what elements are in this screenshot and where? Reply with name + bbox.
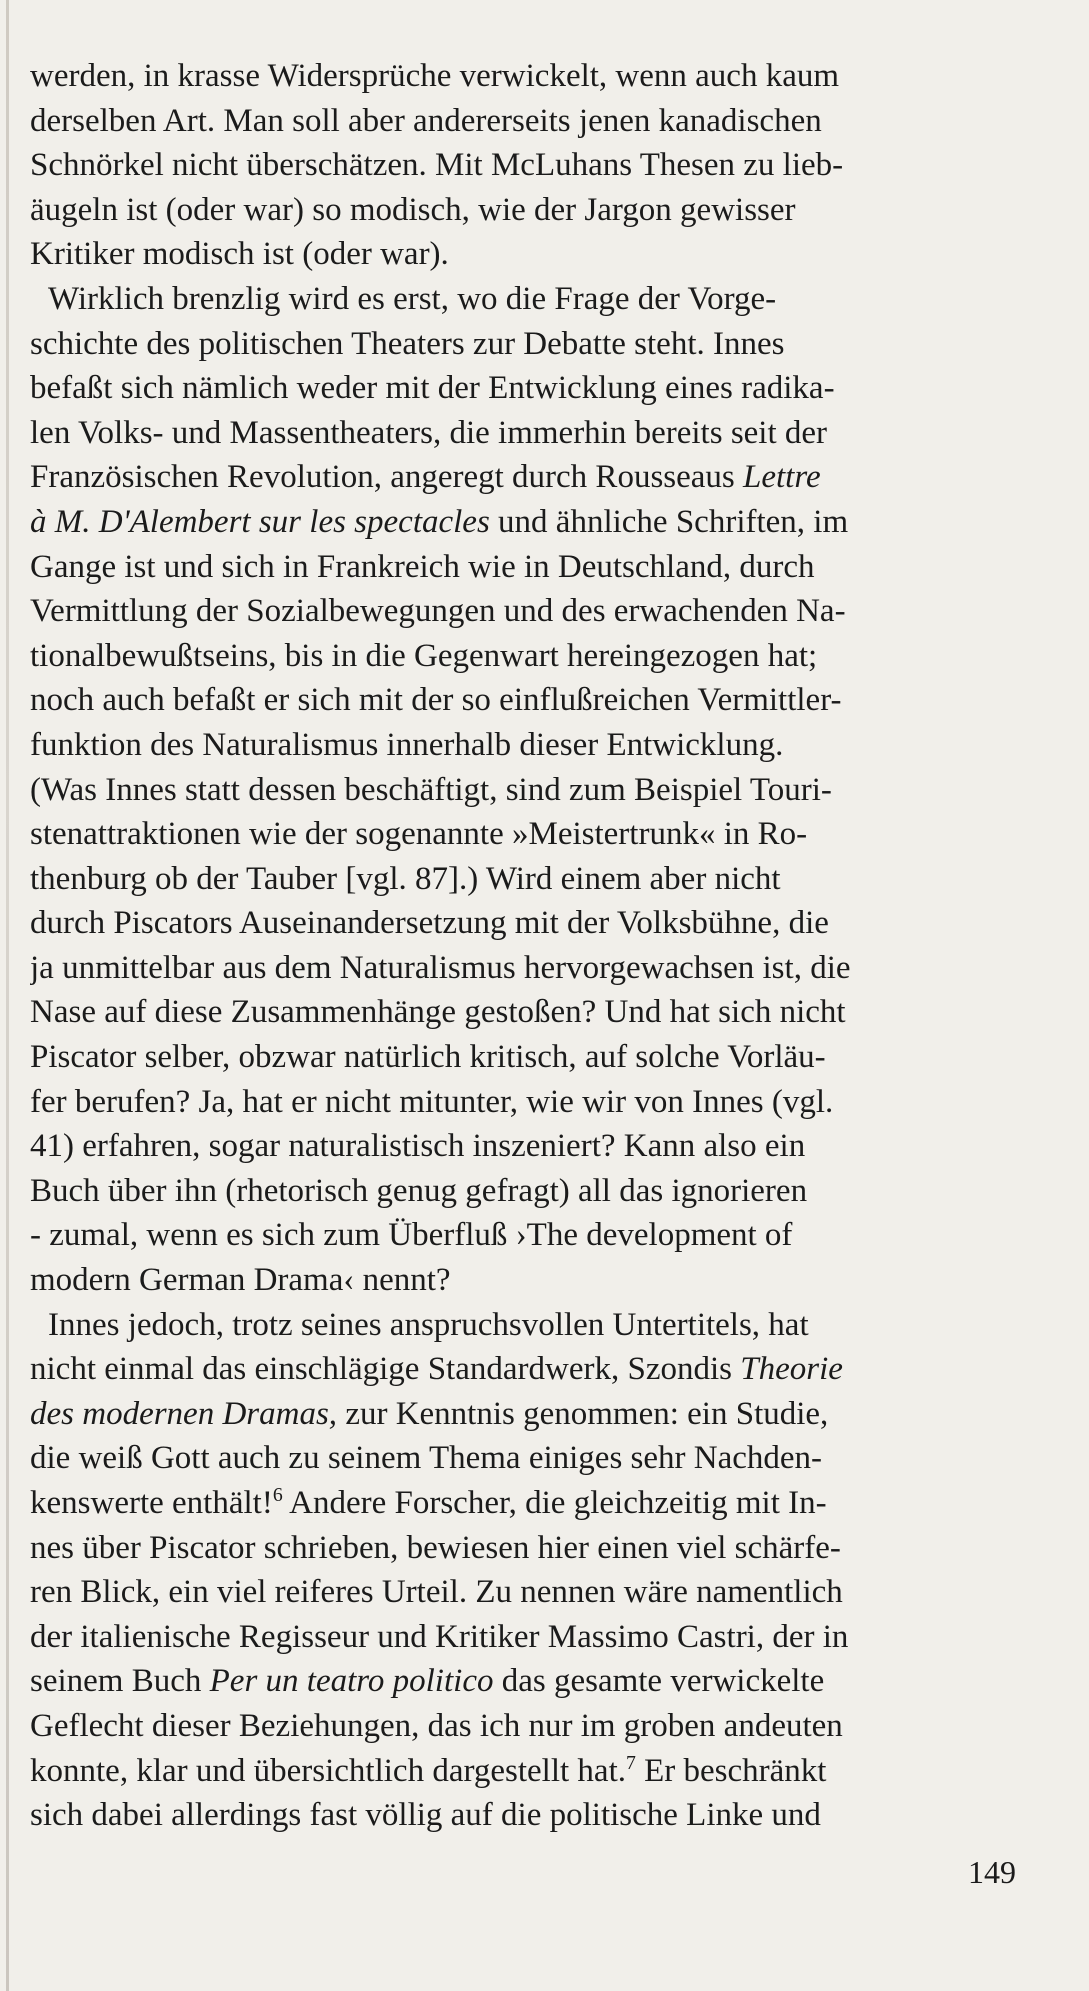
text-line <box>30 1749 1032 1794</box>
text-line <box>30 54 1032 99</box>
line-text: Geflecht dieser Beziehungen, das ich nur im groben andeuten <box>30 1707 843 1744</box>
line-text: Innes jedoch, trotz seines anspruchsvollen Untertitels, hat <box>48 1306 809 1343</box>
text-line <box>30 411 1032 456</box>
text-line <box>30 1169 1032 1214</box>
line-text: noch auch befaßt er sich mit der so einflußreichen Vermittler- <box>30 682 842 719</box>
line-text: ren Blick, ein viel reiferes Urteil. Zu nennen wäre namentlich <box>30 1574 843 1611</box>
text-line <box>30 1303 1032 1348</box>
text-line <box>30 1570 1032 1615</box>
line-text: derselben Art. Man soll aber andererseits jenen kanadischen <box>30 102 822 139</box>
text-line <box>30 990 1032 1035</box>
line-text: 41) erfahren, sogar naturalistisch inszeniert? Kann also ein <box>30 1128 806 1165</box>
text-line <box>30 1035 1032 1080</box>
line-text: kenswerte enthält! <box>30 1485 273 1521</box>
line-text: thenburg ob der Tauber [vgl. 87].) Wird einem aber nicht <box>30 860 781 897</box>
line-text: (Was Innes statt dessen beschäftigt, sind zum Beispiel Touri- <box>30 771 832 808</box>
text-line <box>30 1615 1032 1660</box>
text-line <box>30 277 1032 322</box>
line-text: Wirklich brenzlig wird es erst, wo die Frage der Vorge- <box>48 280 777 317</box>
text-line <box>30 99 1032 144</box>
line-text: nicht einmal das einschlägige Standardwerk, Szondis <box>30 1351 741 1388</box>
line-text: tionalbewußtseins, bis in die Gegenwart hereingezogen hat; <box>30 637 818 674</box>
italic-title: à M. D'Alembert sur les spectacles <box>30 503 490 540</box>
text-line <box>30 1213 1032 1258</box>
line-text: Buch über ihn (rhetorisch genug gefragt) all das ignorieren <box>30 1172 808 1209</box>
line-text: und ähnliche Schriften, im <box>489 503 849 540</box>
line-text: das gesamte verwickelte <box>493 1663 825 1700</box>
line-text: die weiß Gott auch zu seinem Thema einiges sehr Nachden- <box>30 1440 823 1477</box>
footnote-marker: 7 <box>625 1751 636 1774</box>
line-text: Piscator selber, obzwar natürlich kritisch, auf solche Vorläu- <box>30 1039 826 1076</box>
line-text: fer berufen? Ja, hat er nicht mitunter, wie wir von Innes (vgl. <box>30 1083 834 1120</box>
line-text: äugeln ist (oder war) so modisch, wie der Jargon gewisser <box>30 191 796 228</box>
line-text: Er beschränkt <box>635 1752 827 1789</box>
footnote-marker: 6 <box>272 1484 283 1506</box>
text-line <box>30 1392 1032 1437</box>
line-text: sich dabei allerdings fast völlig auf die politische Linke und <box>30 1797 821 1834</box>
line-text: seinem Buch <box>30 1663 210 1700</box>
italic-title: Theorie <box>740 1351 843 1388</box>
text-line <box>30 1436 1032 1481</box>
text-line <box>30 901 1032 946</box>
text-line <box>30 188 1032 233</box>
text-line <box>30 1347 1032 1392</box>
italic-title: des modernen Dramas, <box>30 1395 338 1432</box>
line-text: Kritiker modisch ist (oder war). <box>30 236 449 273</box>
line-text: werden, in krasse Widersprüche verwickelt, wenn auch kaum <box>30 58 840 94</box>
text-line <box>30 1258 1032 1303</box>
page-gutter-line <box>6 0 9 1991</box>
text-line <box>30 1124 1032 1169</box>
line-text: Nase auf diese Zusammenhänge gestoßen? Und hat sich nicht <box>30 994 846 1031</box>
line-text: Schnörkel nicht überschätzen. Mit McLuhans Thesen zu lieb- <box>30 147 844 184</box>
line-text: modern German Drama‹ nennt? <box>30 1262 451 1299</box>
page-number: 149 <box>968 1854 1016 1890</box>
text-line <box>30 1659 1032 1704</box>
line-text: Vermittlung der Sozialbewegungen und des erwachenden Na- <box>30 593 846 630</box>
text-line <box>30 1793 1032 1838</box>
text-line <box>30 589 1032 634</box>
text-line <box>30 723 1032 768</box>
line-text: nes über Piscator schrieben, bewiesen hier einen viel schärfe- <box>30 1529 841 1566</box>
line-text: - zumal, wenn es sich zum Überfluß ›The development of <box>30 1217 793 1254</box>
italic-title: Lettre <box>743 459 821 496</box>
body-text <box>30 54 1032 1838</box>
text-line <box>30 1481 1032 1526</box>
text-line <box>30 946 1032 991</box>
line-text: schichte des politischen Theaters zur Debatte steht. Innes <box>30 325 785 362</box>
line-text: ja unmittelbar aus dem Naturalismus hervorgewachsen ist, die <box>30 949 851 986</box>
line-text: Andere Forscher, die gleichzeitig mit In- <box>282 1485 827 1521</box>
text-line <box>30 322 1032 367</box>
line-text: der italienische Regisseur und Kritiker Massimo Castri, der in <box>30 1618 849 1655</box>
text-line <box>30 678 1032 723</box>
text-line <box>30 545 1032 590</box>
text-line <box>30 1526 1032 1571</box>
text-line <box>30 232 1032 277</box>
text-line <box>30 500 1032 545</box>
text-line <box>30 634 1032 679</box>
text-line <box>30 455 1032 500</box>
text-line <box>30 857 1032 902</box>
text-line <box>30 366 1032 411</box>
text-line <box>30 1704 1032 1749</box>
line-text: durch Piscators Auseinandersetzung mit der Volksbühne, die <box>30 905 829 942</box>
line-text: Französischen Revolution, angeregt durch Rousseaus <box>30 459 744 496</box>
line-text: zur Kenntnis genommen: ein Studie, <box>337 1395 829 1432</box>
line-text: len Volks- und Massentheaters, die immerhin bereits seit der <box>30 414 828 451</box>
line-text: funktion des Naturalismus innerhalb dieser Entwicklung. <box>30 726 784 763</box>
text-line <box>30 143 1032 188</box>
text-line <box>30 768 1032 813</box>
line-text: konnte, klar und übersichtlich dargestellt hat. <box>30 1752 626 1789</box>
line-text: befaßt sich nämlich weder mit der Entwicklung eines radika- <box>30 370 835 407</box>
text-line <box>30 812 1032 857</box>
line-text: Gange ist und sich in Frankreich wie in Deutschland, durch <box>30 548 815 585</box>
line-text: stenattraktionen wie der sogenannte »Meistertrunk« in Ro- <box>30 816 808 853</box>
text-line <box>30 1080 1032 1125</box>
italic-title: Per un teatro politico <box>209 1663 494 1700</box>
